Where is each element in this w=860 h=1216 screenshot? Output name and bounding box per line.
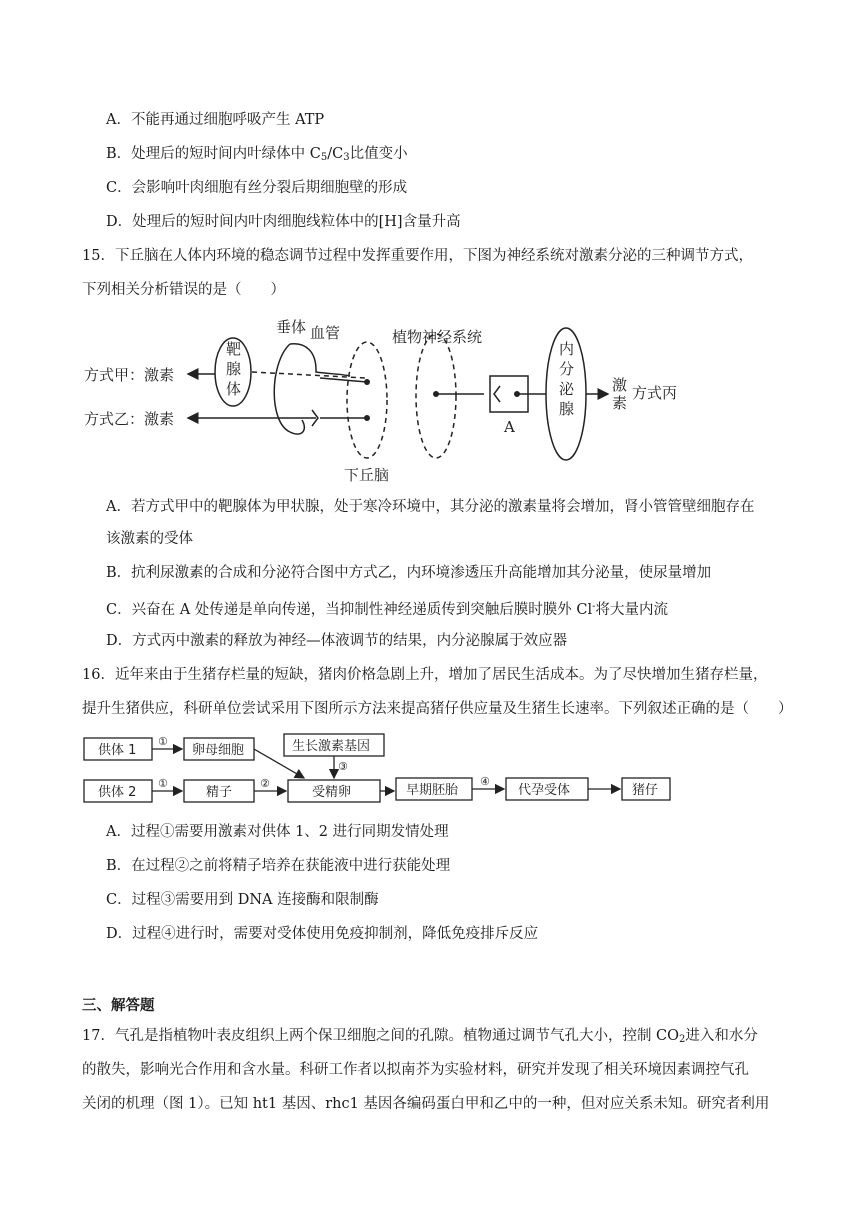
q15-option-b: B．抗利尿激素的合成和分泌符合图中方式乙，内环境渗透压升高能增加其分泌量，使尿量增加 bbox=[106, 565, 712, 581]
donor1-label: 供体 1 bbox=[98, 743, 137, 758]
q17-line1: 17．气孔是指植物叶表皮组织上两个保卫细胞之间的孔隙。植物通过调节气孔大小，控制 $CO_2$进入和水分 bbox=[82, 1028, 758, 1045]
q17-line2: 的散失，影响光合作用和含水量。科研工作者以拟南芥为实验材料，研究并发现了相关环境因素调控气孔 bbox=[82, 1062, 749, 1078]
step3-label: ③ bbox=[338, 760, 348, 773]
target-gland-char2: 腺 bbox=[226, 360, 242, 378]
endocrine-char3: 泌 bbox=[559, 380, 575, 398]
hormone-regulation-diagram bbox=[80, 312, 720, 492]
q15-stem-line1: 15．下丘脑在人体内环境的稳态调节过程中发挥重要作用，下图为神经系统对激素分泌的三种调节方式， bbox=[82, 248, 753, 264]
target-gland-char1: 靶 bbox=[226, 340, 242, 358]
hypothalamus-label: 下丘脑 bbox=[344, 466, 390, 484]
autonomic-label: 植物神经系统 bbox=[392, 328, 483, 346]
q14-option-d: D．处理后的短时间内叶肉细胞线粒体中的[H]含量升高 bbox=[106, 214, 461, 230]
mode-b-label: 方式乙：激素 bbox=[84, 410, 175, 428]
step1-label-a: ① bbox=[158, 735, 168, 748]
q15-option-d: D．方式丙中激素的释放为神经—体液调节的结果，内分泌腺属于效应器 bbox=[106, 633, 568, 649]
section-title: 三、解答题 bbox=[82, 997, 155, 1014]
donor2-label: 供体 2 bbox=[98, 785, 137, 800]
q15-stem-line2: 下列相关分析错误的是（ ） bbox=[82, 282, 285, 298]
step4-label: ④ bbox=[480, 775, 490, 788]
step2-label: ② bbox=[260, 777, 270, 790]
hormone-char1: 激 bbox=[612, 376, 628, 394]
surrogate-label: 代孕受体 bbox=[518, 783, 571, 798]
hypothalamus-ellipse bbox=[347, 342, 387, 458]
pituitary-label: 垂体 bbox=[276, 318, 307, 336]
q15-option-c: C．兴奋在 A 处传递是单向传递，当抑制性神经递质传到突触后膜时膜外 Cl-将大量内流 bbox=[106, 601, 669, 618]
gh-gene-label: 生长激素基因 bbox=[292, 739, 371, 754]
q14-option-c: C．会影响叶肉细胞有丝分裂后期细胞壁的形成 bbox=[106, 180, 408, 196]
oocyte-label: 卵母细胞 bbox=[192, 743, 245, 758]
embryo-label: 早期胚胎 bbox=[406, 783, 459, 798]
endocrine-char4: 腺 bbox=[559, 400, 575, 418]
synapse-a-label: A bbox=[504, 418, 515, 436]
pig-breeding-flowchart bbox=[80, 730, 680, 806]
endocrine-char2: 分 bbox=[559, 360, 575, 378]
step1-label-b: ① bbox=[158, 777, 168, 790]
q16-option-d: D．过程④进行时，需要对受体使用免疫抑制剂，降低免疫排斥反应 bbox=[106, 926, 539, 942]
q14-option-b: B．处理后的短时间内叶绿体中 $C_5/C_3$比值变小 bbox=[106, 146, 408, 163]
q16-option-c: C．过程③需要用到 DNA 连接酶和限制酶 bbox=[106, 892, 379, 908]
q14-option-a: A．不能再通过细胞呼吸产生 ATP bbox=[106, 112, 325, 128]
q17-line3: 关闭的机理（图 1）。已知 ht1 基因、rhc1 基因各编码蛋白甲和乙中的一种，但对应关系未知。研究者利用 bbox=[82, 1096, 770, 1112]
mode-a-label: 方式甲：激素 bbox=[84, 366, 175, 384]
q16-option-a: A．过程①需要用激素对供体 1、2 进行同期发情处理 bbox=[106, 824, 449, 840]
target-gland-char3: 体 bbox=[226, 380, 242, 398]
q15-option-a-line1: A．若方式甲中的靶腺体为甲状腺，处于寒冷环境中，其分泌的激素量将会增加，肾小管管壁细胞存在 bbox=[106, 499, 755, 515]
q16-option-b: B．在过程②之前将精子培养在获能液中进行获能处理 bbox=[106, 858, 451, 874]
zygote-label: 受精卵 bbox=[312, 785, 352, 800]
mode-c-label: 方式丙 bbox=[632, 384, 678, 402]
endocrine-char1: 内 bbox=[559, 340, 575, 358]
pituitary-shape bbox=[274, 344, 304, 434]
q16-stem-line2: 提升生猪供应，科研单位尝试采用下图所示方法来提高猪仔供应量及生猪生长速率。下列叙述正确的是（ ） bbox=[82, 701, 793, 717]
sperm-label: 精子 bbox=[206, 785, 233, 800]
q16-stem-line1: 16．近年来由于生猪存栏量的短缺，猪肉价格急剧上升，增加了居民生活成本。为了尽快增加生猪存栏量， bbox=[82, 667, 768, 683]
q15-option-a-line2: 该激素的受体 bbox=[106, 531, 193, 547]
blood-vessel-label: 血管 bbox=[310, 324, 341, 342]
piglet-label: 猪仔 bbox=[632, 783, 659, 798]
hormone-char2: 素 bbox=[612, 394, 628, 412]
